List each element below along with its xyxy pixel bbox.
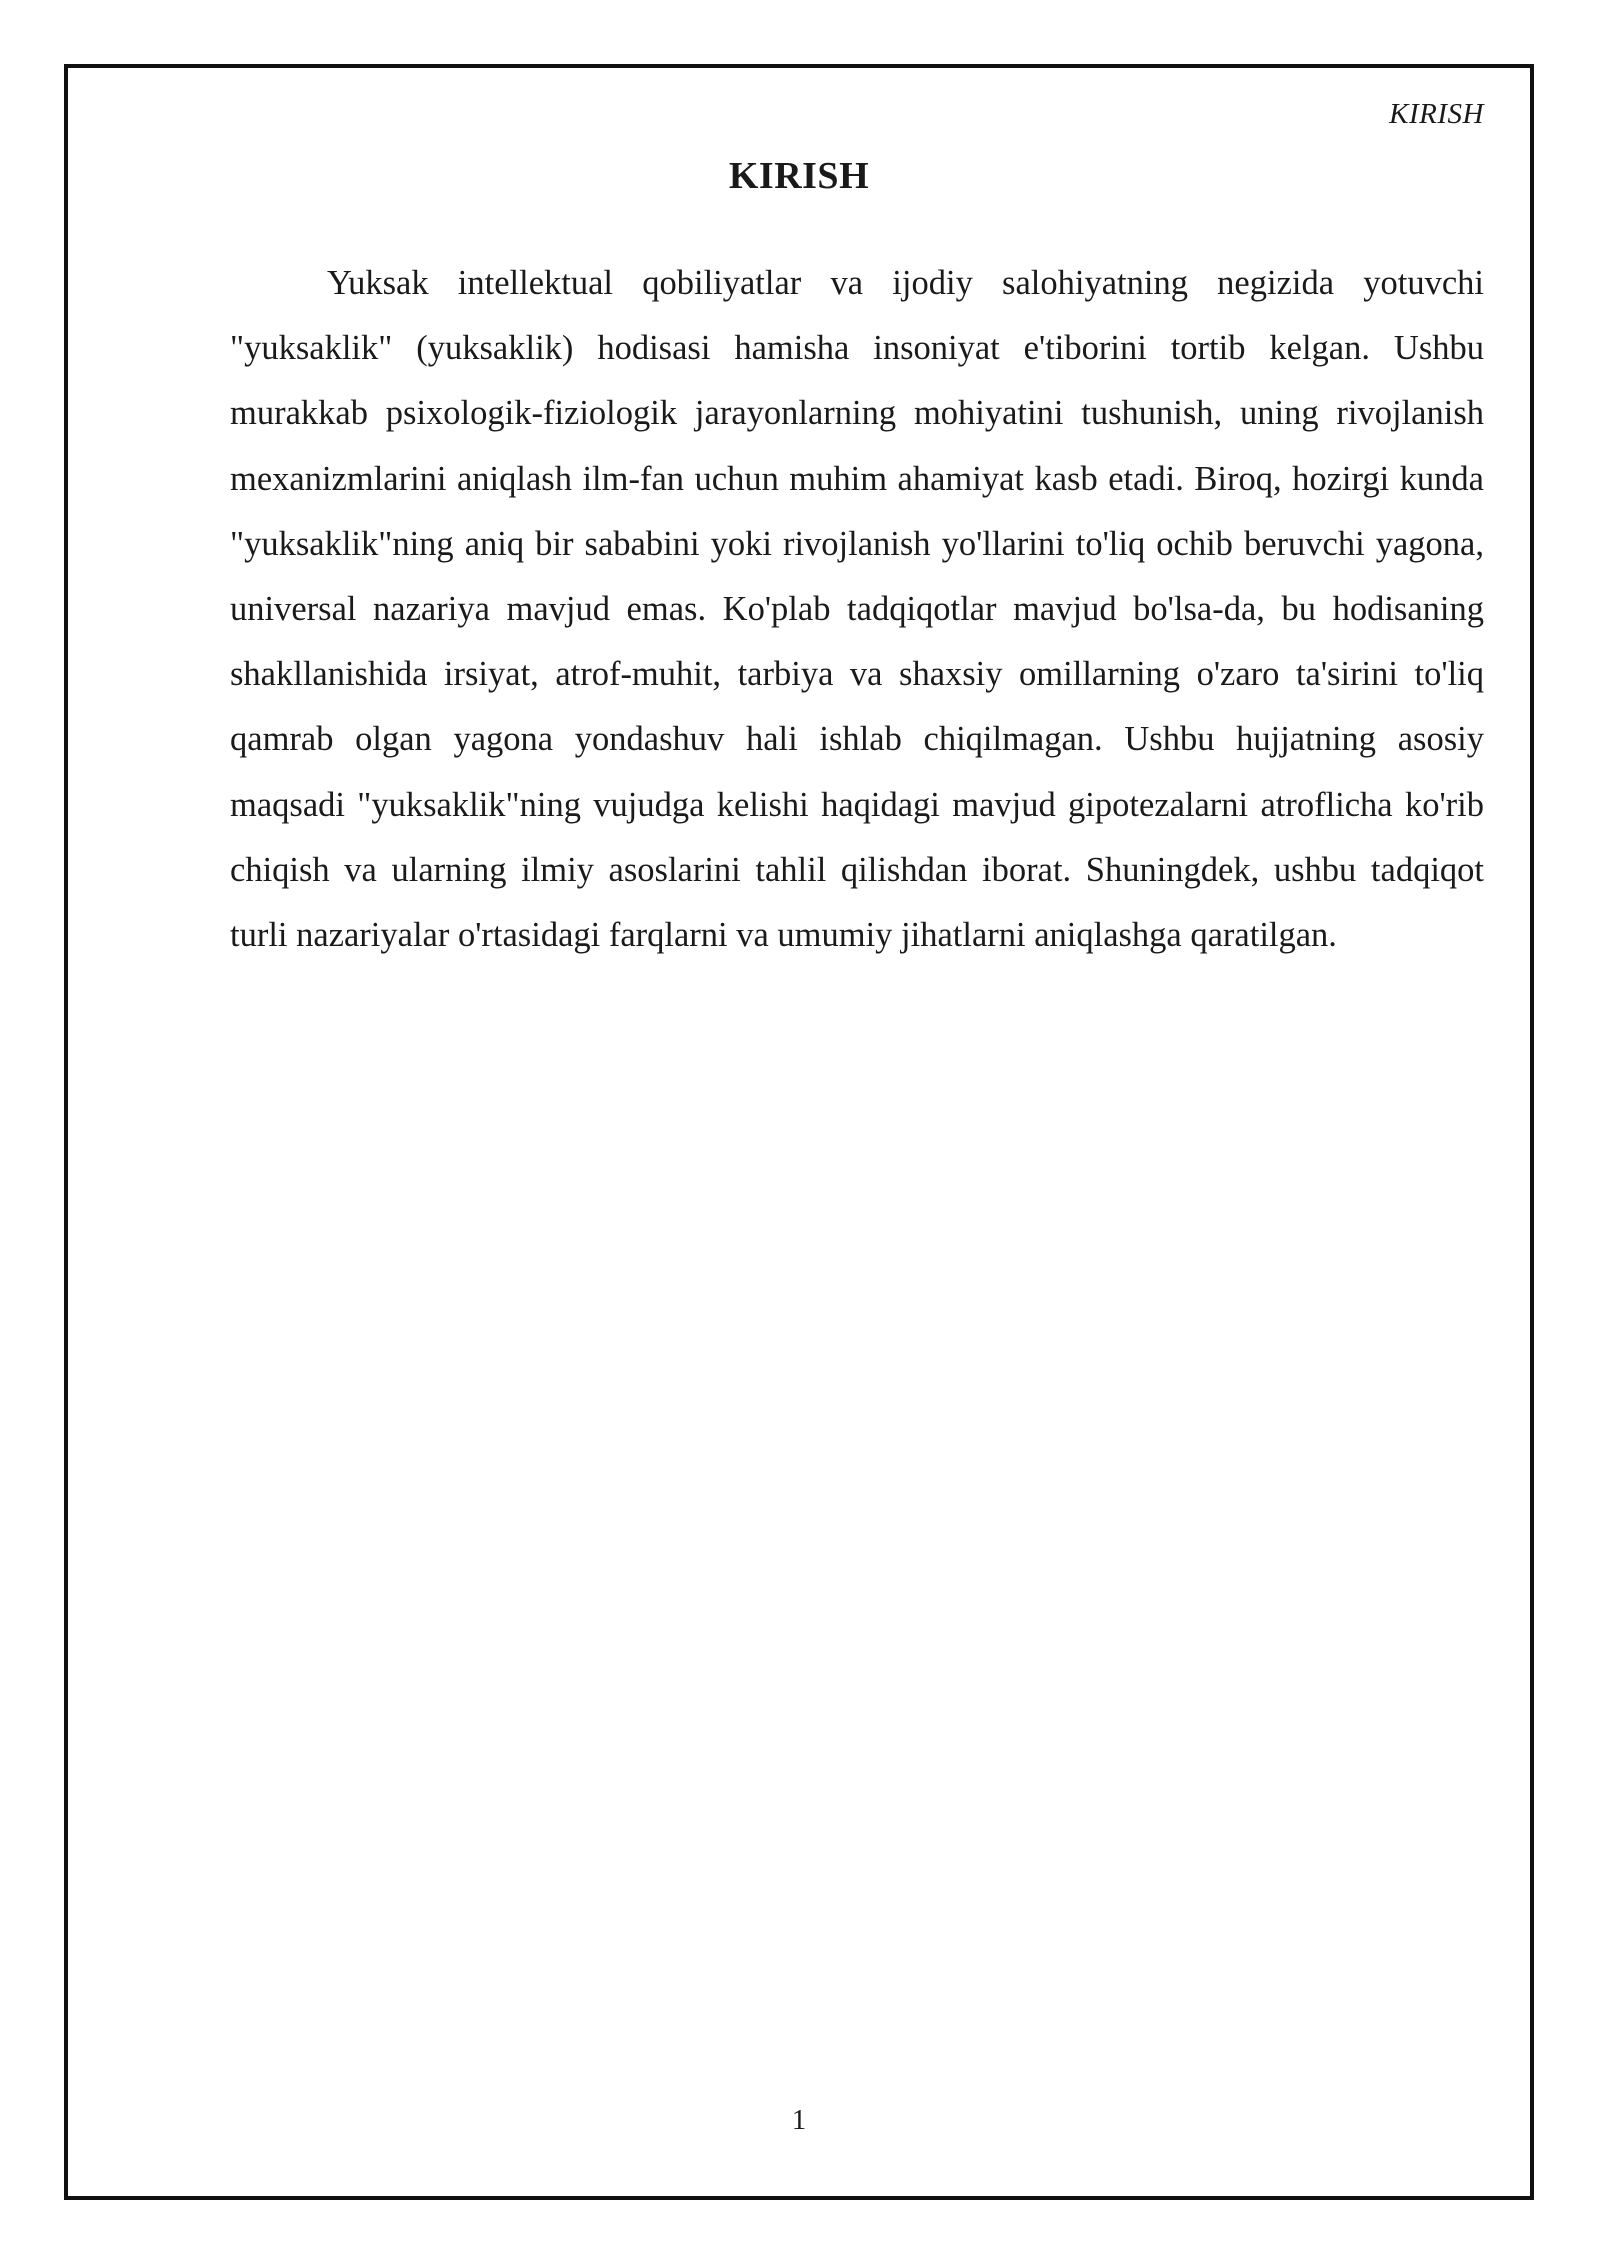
body-paragraph: Yuksak intellektual qobiliyatlar va ijodiy salohiyatning negizida yotuvchi "yuksaklik" (yuksaklik) hodisasi hamisha insoniyat e'tiborini tortib kelgan. Ushbu murakkab psixologik-fiziologik jarayonlarning mohiyatini tushunish, uning rivojlanish mexanizmlarini aniqlash ilm-fan uchun muhim ahamiyat kasb etadi. Biroq, hozirgi kunda "yuksaklik"ning aniq bir sababini yoki rivojlanish yo'llarini to'liq ochib beruvchi yagona, universal nazariya mavjud emas. Ko'plab tadqiqotlar mavjud bo'lsa-da, bu hodisaning shakllanishida irsiyat, atrof-muhit, tarbiya va shaxsiy omillarning o'zaro ta'sirini to'liq qamrab olgan yagona yondashuv hali ishlab chiqilmagan. Ushbu hujjatning asosiy maqsadi "yuksaklik"ning vujudga kelishi haqidagi mavjud gipotezalarni atroflicha ko'rib chiqish va ularning ilmiy asoslarini tahlil qilishdan iborat. Shuningdek, ushbu tadqiqot turli nazariyalar o'rtasidagi farqlarni va umumiy jihatlarni aniqlashga qaratilgan. [230, 264, 1484, 955]
running-header: KIRISH [1389, 98, 1484, 130]
page-frame [64, 64, 1534, 2200]
page-number: 1 [791, 2104, 807, 2136]
page-title: KIRISH [728, 155, 870, 197]
